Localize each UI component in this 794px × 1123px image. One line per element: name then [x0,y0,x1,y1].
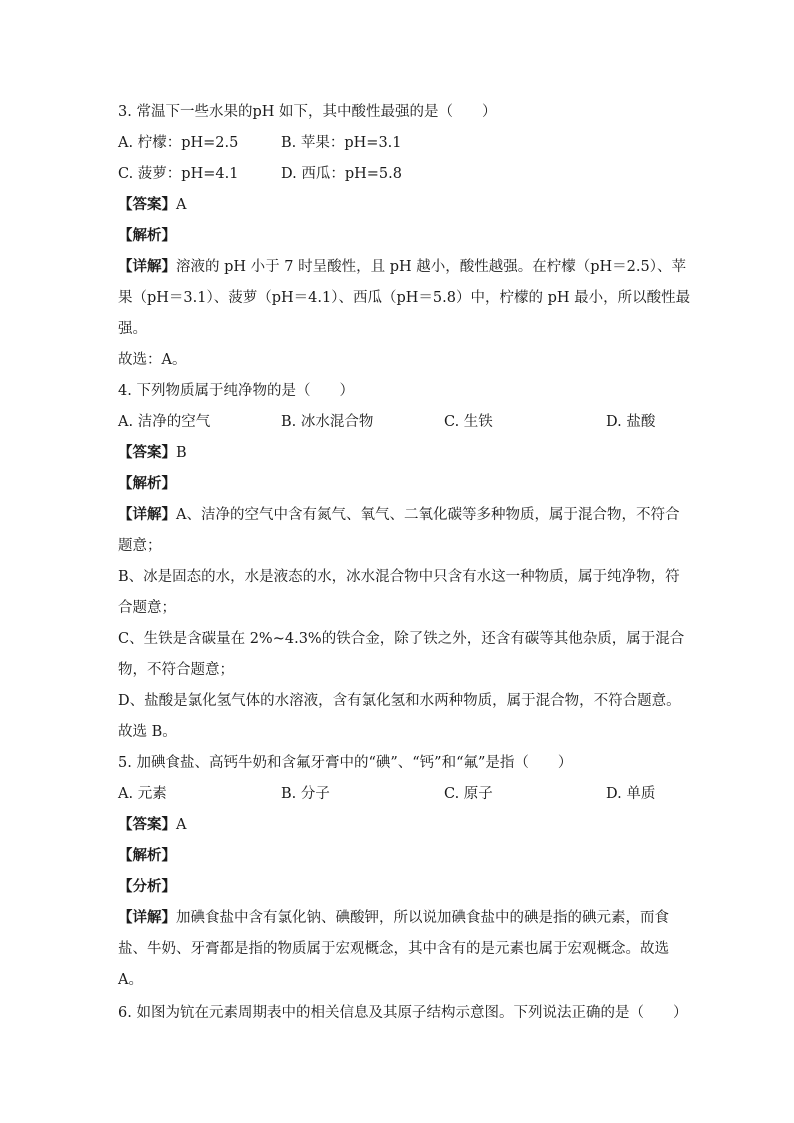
q3-detail-line-2: 果（pH＝3.1）、菠萝（pH＝4.1）、西瓜（pH＝5.8）中，柠檬的 pH 最小，所以酸性最 [118,290,691,306]
q3-option-d: D. 西瓜：pH=5.8 [281,166,402,182]
q3-analysis-tag: 【解析】 [118,227,176,244]
q5-option-d: D. 单质 [606,786,656,802]
q4-detail-line-4: 合题意； [118,600,176,616]
q4-analysis-tag: 【解析】 [118,475,176,492]
q5-option-b: B. 分子 [281,786,330,802]
q3-option-b: B. 苹果：pH=3.1 [281,135,402,151]
q5-analysis-tag: 【解析】 [118,847,176,864]
q3-conclusion: 故选：A。 [118,352,187,368]
q4-detail-line-5: C、生铁是含碳量在 2%~4.3%的铁合金，除了铁之外，还含有碳等其他杂质，属于混合 [118,631,685,647]
q4-detail-text-1: A、洁净的空气中含有氮气、氧气、二氧化碳等多种物质，属于混合物，不符合 [176,507,680,523]
q4-option-c: C. 生铁 [444,414,493,430]
q4-detail-line-1 [118,505,679,525]
q4-option-d: D. 盐酸 [606,414,656,430]
q4-answer-tag: 【答案】 [118,444,176,461]
q5-answer-tag: 【答案】 [118,816,176,833]
q5-detail-tag: 【详解】 [118,909,176,926]
q4-answer: B [176,445,187,461]
q5-option-a: A. 元素 [118,786,167,802]
q3-detail-line-3: 强。 [118,321,147,337]
q4-option-a: A. 洁净的空气 [118,414,211,430]
q5-detail-text-1: 加碘食盐中含有氯化钠、碘酸钾，所以说加碘食盐中的碘是指的碘元素，而食 [176,910,669,926]
q3-stem: 3. 常温下一些水果的pH 如下，其中酸性最强的是（ ） [118,104,497,120]
q5-answer-line [118,815,186,835]
q5-detail-line-3: A。 [118,972,143,988]
q3-option-c: C. 菠萝：pH=4.1 [118,166,239,182]
q3-answer-tag: 【答案】 [118,196,176,213]
q3-answer: A [176,197,187,213]
q4-detail-line-2: 题意； [118,538,162,554]
q4-detail-line-3: B、冰是固态的水，水是液态的水，冰水混合物中只含有水这一种物质，属于纯净物，符 [118,569,680,585]
q3-answer-line [118,195,186,215]
q4-answer-line [118,443,187,463]
q5-detail-line-2: 盐、牛奶、牙膏都是指的物质属于宏观概念，其中含有的是元素也属于宏观概念。故选 [118,941,669,957]
q6-stem: 6. 如图为钪在元素周期表中的相关信息及其原子结构示意图。下列说法正确的是（ ） [118,1005,688,1021]
q4-detail-tag: 【详解】 [118,506,176,523]
q5-fenxi-tag: 【分析】 [118,878,176,895]
q4-stem: 4. 下列物质属于纯净物的是（ ） [118,383,354,399]
q4-option-b: B. 冰水混合物 [281,414,374,430]
q3-detail-text-1: 溶液的 pH 小于 7 时呈酸性，且 pH 越小，酸性越强。在柠檬（pH＝2.5）、苹 [176,259,686,275]
q5-option-c: C. 原子 [444,786,493,802]
q4-conclusion: 故选 B。 [118,724,177,740]
q3-option-a: A. 柠檬：pH=2.5 [118,135,239,151]
q3-detail-tag: 【详解】 [118,258,176,275]
q4-detail-line-7: D、盐酸是氯化氢气体的水溶液，含有氯化氢和水两种物质，属于混合物，不符合题意。 [118,693,681,709]
q5-answer: A [176,817,187,833]
q3-detail-line-1 [118,257,686,277]
q5-detail-line-1 [118,908,669,928]
q5-stem: 5. 加碘食盐、高钙牛奶和含氟牙膏中的“碘”、“钙”和“氟”是指（ ） [118,755,573,771]
q4-detail-line-6: 物，不符合题意； [118,662,234,678]
